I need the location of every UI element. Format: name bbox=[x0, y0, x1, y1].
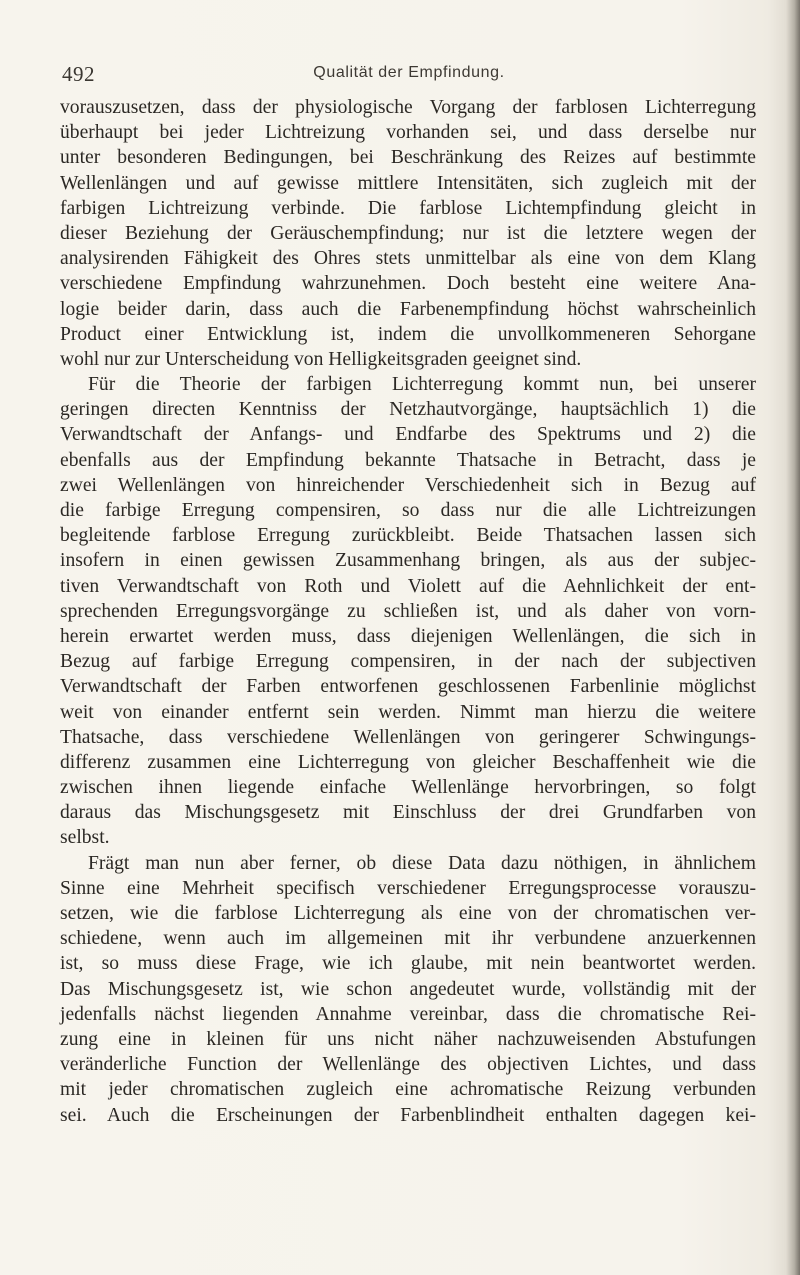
text-line: Wellenlängen und auf gewisse mittlere Intensitäten, sich zugleich mit der bbox=[60, 172, 756, 194]
text-line: ist, so muss diese Frage, wie ich glaube, mit nein beantwortet werden. bbox=[60, 953, 756, 975]
text-line: herein erwartet werden muss, dass diejenigen Wellenlängen, die sich in bbox=[60, 625, 756, 647]
text-line: farbigen Lichtreizung verbinde. Die farblose Lichtempfindung gleicht in bbox=[60, 197, 756, 219]
text-line: wohl nur zur Unterscheidung von Helligkeitsgraden geeignet sind. bbox=[60, 348, 582, 370]
text-line: überhaupt bei jeder Lichtreizung vorhanden sei, und dass derselbe nur bbox=[60, 122, 756, 144]
text-line: logie beider darin, dass auch die Farbenempfindung höchst wahrscheinlich bbox=[60, 298, 756, 320]
text-line: zwischen ihnen liegende einfache Wellenlänge hervorbringen, so folgt bbox=[60, 777, 756, 799]
running-title: Qualität der Empfindung. bbox=[313, 64, 505, 81]
text-line: die farbige Erregung compensiren, so dass nur die alle Lichtreizungen bbox=[60, 500, 756, 521]
page-edge-shadow bbox=[786, 0, 800, 1275]
paragraph-start-line: Frägt man nun aber ferner, ob diese Data dazu nöthigen, in ähnlichem bbox=[88, 852, 756, 874]
text-line: mit jeder chromatischen zugleich eine achromatische Reizung verbunden bbox=[60, 1079, 756, 1101]
paragraph-start-line: Für die Theorie der farbigen Lichterregung kommt nun, bei unserer bbox=[88, 374, 756, 396]
text-line: insofern in einen gewissen Zusammenhang bringen, als aus der subjec- bbox=[60, 550, 756, 572]
body-text bbox=[60, 95, 756, 1128]
text-line: sei. Auch die Erscheinungen der Farbenblindheit enthalten dagegen kei- bbox=[60, 1104, 756, 1126]
text-line: weit von einander entfernt sein werden. Nimmt man hierzu die weitere bbox=[60, 701, 756, 723]
text-line: Thatsache, dass verschiedene Wellenlängen von geringerer Schwingungs- bbox=[60, 726, 756, 748]
text-line: zwei Wellenlängen von hinreichender Verschiedenheit sich in Bezug auf bbox=[60, 474, 756, 496]
page-number: 492 bbox=[62, 62, 95, 86]
text-line: verschiedene Empfindung wahrzunehmen. Doch besteht eine weitere Ana- bbox=[60, 273, 756, 295]
text-line: tiven Verwandtschaft von Roth und Violett auf die Aehnlichkeit der ent- bbox=[60, 575, 756, 597]
text-line: Das Mischungsgesetz ist, wie schon angedeutet wurde, vollständig mit der bbox=[60, 978, 756, 1000]
text-line: daraus das Mischungsgesetz mit Einschluss der drei Grundfarben von bbox=[60, 802, 756, 824]
text-line: Product einer Entwicklung ist, indem die unvollkommeneren Sehorgane bbox=[60, 323, 756, 345]
text-line: begleitende farblose Erregung zurückbleibt. Beide Thatsachen lassen sich bbox=[60, 525, 756, 547]
text-line: Bezug auf farbige Erregung compensiren, in der nach der subjectiven bbox=[60, 651, 756, 673]
text-line: sprechenden Erregungsvorgänge zu schließen ist, und als daher von vorn- bbox=[60, 600, 756, 622]
text-line: schiedene, wenn auch im allgemeinen mit ihr verbundene anzuerkennen bbox=[60, 928, 756, 950]
text-line: Verwandtschaft der Farben entworfenen geschlossenen Farbenlinie möglichst bbox=[60, 676, 756, 698]
text-line: unter besonderen Bedingungen, bei Beschränkung des Reizes auf bestimmte bbox=[60, 147, 756, 169]
text-line: geringen directen Kenntniss der Netzhautvorgänge, hauptsächlich 1) die bbox=[60, 399, 756, 421]
text-line: ebenfalls aus der Empfindung bekannte Thatsache in Betracht, dass je bbox=[60, 449, 756, 471]
text-line: setzen, wie die farblose Lichterregung als eine von der chromatischen ver- bbox=[60, 903, 756, 924]
text-line: selbst. bbox=[60, 827, 110, 849]
text-line: zung eine in kleinen für uns nicht näher nachzuweisenden Abstufungen bbox=[60, 1028, 756, 1050]
text-line: differenz zusammen eine Lichterregung von gleicher Beschaffenheit wie die bbox=[60, 751, 756, 773]
text-line: analysirenden Fähigkeit des Ohres stets unmittelbar als eine von dem Klang bbox=[60, 248, 756, 270]
text-line: vorauszusetzen, dass der physiologische Vorgang der farblosen Lichterregung bbox=[60, 97, 756, 118]
text-line: Verwandtschaft der Anfangs- und Endfarbe des Spektrums und 2) die bbox=[60, 424, 756, 446]
text-line: Sinne eine Mehrheit specifisch verschiedener Erregungsprocesse vorauszu- bbox=[60, 877, 756, 899]
page-header bbox=[62, 62, 756, 92]
text-line: dieser Beziehung der Geräuschempfindung; nur ist die letztere wegen der bbox=[60, 222, 756, 244]
text-line: jedenfalls nächst liegenden Annahme vereinbar, dass die chromatische Rei- bbox=[60, 1003, 756, 1025]
text-line: veränderliche Function der Wellenlänge des objectiven Lichtes, und dass bbox=[60, 1054, 756, 1076]
